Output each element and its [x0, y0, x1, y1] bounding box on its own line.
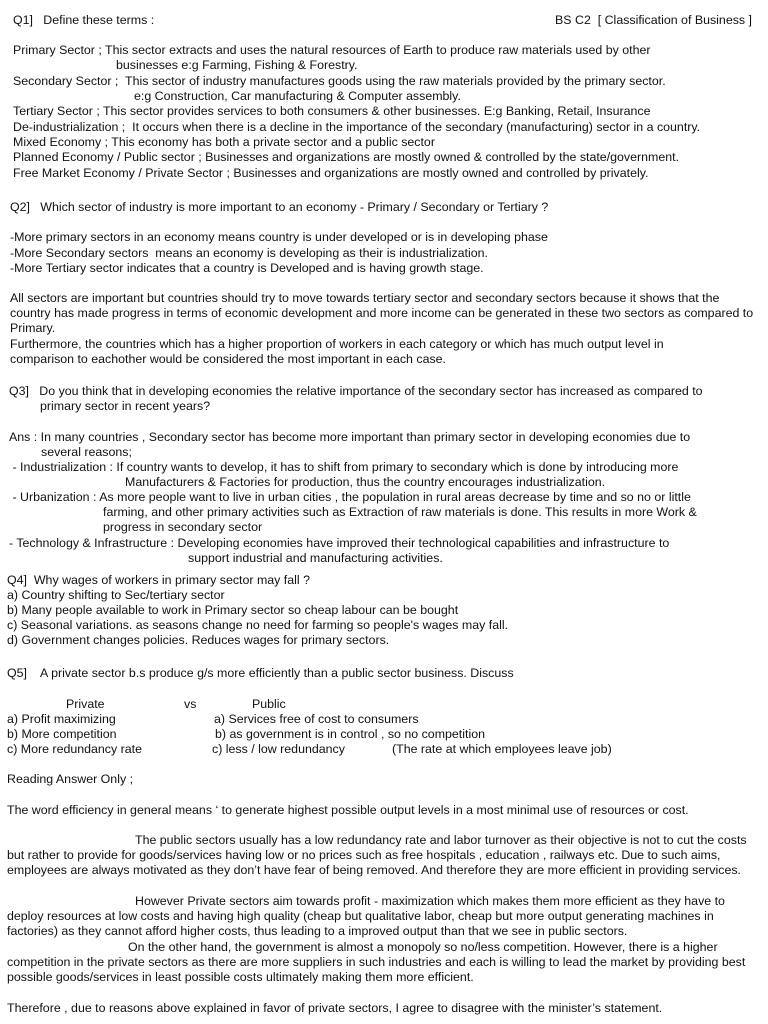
q5-paragraph-public: The public sectors usually has a low redundancy rate and labor turnover as their objective is not to cut the costs but rather to provide for goods/services having low or no prices such as free hospitals , education , railways etc. Due to such aims, employees are always motivated as they don’t have fear of being removed. And therefore they are more efficient in providing services.	[7, 833, 747, 877]
efficiency-definition: The word efficiency in general means ‘ to generate highest possible output levels in a most minimal use of resources or cost.	[7, 803, 689, 817]
q4-answer-a: a) Country shifting to Sec/tertiary sector	[7, 588, 225, 602]
q3-answer-line-2: several reasons;	[41, 445, 132, 459]
def-secondary-line-1: Secondary Sector ; This sector of industry manufactures goods using the raw materials provided by the primary sector.	[13, 74, 666, 88]
q3-urbanization-3: progress in secondary sector	[103, 520, 263, 534]
q2-paragraph-1: All sectors are important but countries should try to move towards tertiary sector and secondary sectors because it shows that the country has made progress in terms of economic development and more income can be generated in these two sectors as compared to Primary.	[10, 291, 754, 335]
q2-paragraph-2: Furthermore, the countries which has a higher proportion of workers in each category or which has much output level in comparison to eachother would be considered the most important in each case.	[10, 337, 664, 366]
q5-paragraph-private: However Private sectors aim towards profit - maximization which makes them more efficient as they have to deploy resources at low costs and having high quality (cheap but qualitative labor, cheap but more output generating machines in factories) as they cannot afford higher costs, thus leading to a improved output than that we see in public sectors.	[7, 894, 725, 938]
q3-heading-line-2: primary sector in recent years?	[40, 399, 211, 413]
q4-answer-d: d) Government changes policies. Reduces wages for primary sectors.	[7, 633, 390, 647]
q5-private-b: b) More competition	[7, 727, 117, 741]
q5-private-a: a) Profit maximizing	[7, 712, 116, 726]
def-deindustrialization: De-industrialization ; It occurs when there is a decline in the importance of the secondary (manufacturing) sector in a country.	[13, 120, 701, 134]
q4-answer-c: c) Seasonal variations. as seasons change no need for farming so people's wages may fall.	[7, 618, 509, 632]
q3-answer-line-1: Ans : In many countries , Secondary sector has become more important than primary sector in developing economies due to	[9, 430, 691, 444]
q3-heading-line-1: Q3] Do you think that in developing economies the relative importance of the secondary sector has increased as compared to	[9, 384, 703, 398]
def-primary-line-2: businesses e:g Farming, Fishing & Forestry.	[116, 58, 358, 72]
reading-answer-label: Reading Answer Only ;	[7, 772, 134, 786]
def-secondary-line-2: e:g Construction, Car manufacturing & Computer assembly.	[134, 89, 461, 103]
q3-urbanization-2: farming, and other primary activities such as Extraction of raw materials is done. This results in more Work &	[103, 505, 697, 519]
q5-paragraph-competition: On the other hand, the government is almost a monopoly so no/less competition. However, there is a higher competition in the private sectors as there are more suppliers in such industries and each is willing to lead the market by providing best possible goods/services in least possible costs ultimately making them more efficient.	[7, 940, 746, 984]
q5-public-c-note: (The rate at which employees leave job)	[392, 742, 612, 756]
q5-column-public: Public	[252, 697, 286, 711]
q3-industrialization-1: - Industrialization : If country wants to develop, it has to shift from primary to secondary which is done by introducing more	[9, 460, 679, 474]
q2-point-2: -More Secondary sectors means an economy is developing as their is industrialization.	[10, 246, 488, 260]
q5-private-c: c) More redundancy rate	[7, 742, 142, 756]
q3-industrialization-2: Manufacturers & Factories for production, thus the country encourages industrialization.	[125, 475, 606, 489]
def-mixed-economy: Mixed Economy ; This economy has both a private sector and a public sector	[13, 135, 435, 149]
q4-heading: Q4] Why wages of workers in primary sector may fall ?	[7, 573, 310, 587]
q4-answer-b: b) Many people available to work in Primary sector so cheap labour can be bought	[7, 603, 459, 617]
q2-point-3: -More Tertiary sector indicates that a country is Developed and is having growth stage.	[10, 261, 484, 275]
def-primary-line-1: Primary Sector ; This sector extracts and uses the natural resources of Earth to produce raw materials used by other	[13, 43, 651, 57]
q3-technology-1: - Technology & Infrastructure : Developing economies have improved their technological capabilities and infrastructure to	[9, 536, 670, 550]
q5-public-b: b) as government is in control , so no competition	[215, 727, 485, 741]
q2-point-1: -More primary sectors in an economy means country is under developed or is in developing phase	[10, 230, 548, 244]
def-free-market: Free Market Economy / Private Sector ; Businesses and organizations are mostly owned and controlled by privately.	[13, 166, 649, 180]
q5-public-c: c) less / low redundancy	[212, 742, 345, 756]
q1-heading: Q1] Define these terms :	[13, 13, 155, 27]
def-planned-economy: Planned Economy / Public sector ; Businesses and organizations are mostly owned & controlled by the state/government.	[13, 150, 680, 164]
q5-column-vs: vs	[184, 697, 197, 711]
q5-column-private: Private	[66, 697, 105, 711]
q5-public-a: a) Services free of cost to consumers	[214, 712, 419, 726]
q2-heading: Q2] Which sector of industry is more important to an economy - Primary / Secondary or Tertiary ?	[10, 200, 549, 214]
def-tertiary: Tertiary Sector ; This sector provides services to both consumers & other businesses. E:g Banking, Retail, Insurance	[13, 104, 651, 118]
q5-heading: Q5] A private sector b.s produce g/s more efficiently than a public sector business. Discuss	[7, 666, 514, 680]
q3-technology-2: support industrial and manufacturing activities.	[188, 551, 443, 565]
conclusion: Therefore , due to reasons above explained in favor of private sectors, I agree to disagree with the minister’s statement.	[7, 1001, 663, 1015]
q3-urbanization-1: - Urbanization : As more people want to live in urban cities , the population in rural areas decrease by time and so no or little	[9, 490, 691, 504]
course-title: BS C2 [ Classification of Business ]	[555, 13, 752, 27]
